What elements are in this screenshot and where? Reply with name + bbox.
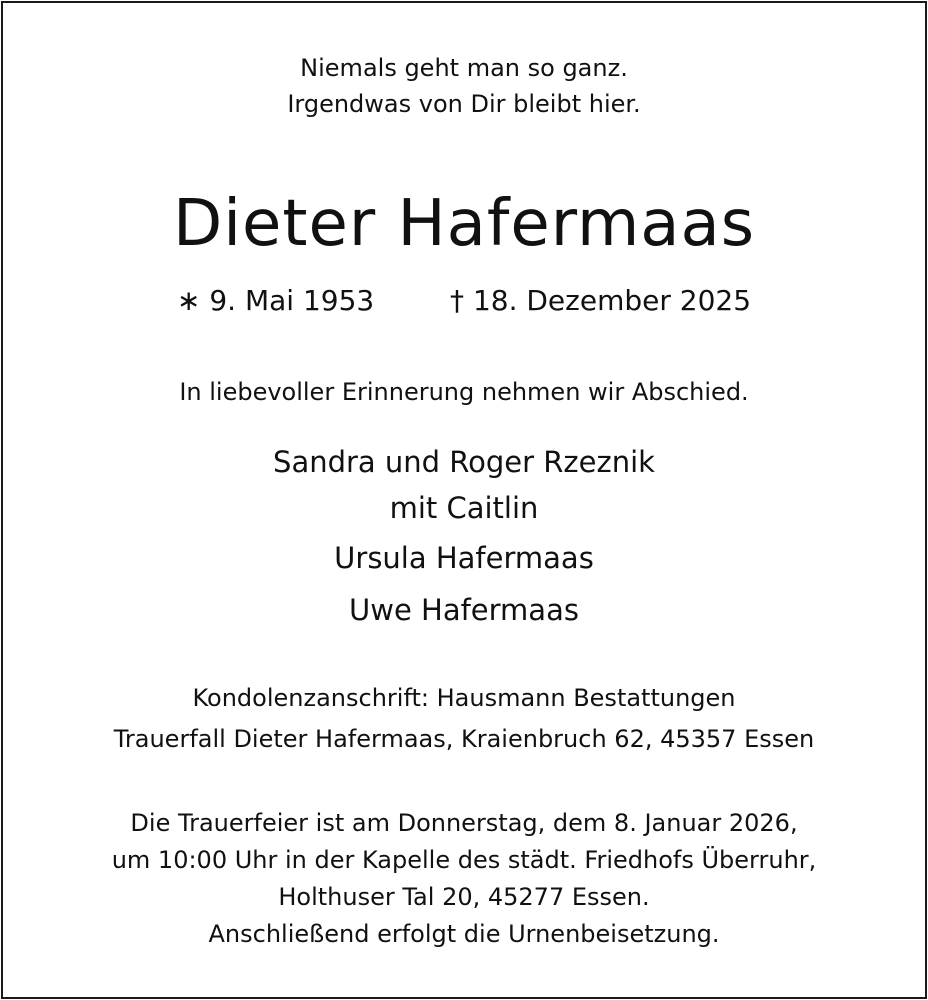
mourner-line: Ursula Hafermaas <box>334 541 594 575</box>
life-dates <box>0 284 928 317</box>
condolence-address-line-2: Trauerfall Dieter Hafermaas, Kraienbruch 62, 45357 Essen <box>113 725 815 753</box>
farewell-intro: In liebevoller Erinnerung nehmen wir Abschied. <box>179 378 749 406</box>
mourner-line: Uwe Hafermaas <box>349 593 579 627</box>
birth-date: 9. Mai 1953 <box>209 284 375 317</box>
birth-star-icon: ∗ <box>176 284 201 317</box>
death-date: 18. Dezember 2025 <box>472 284 752 317</box>
ceremony-line-3: Holthuser Tal 20, 45277 Essen. <box>278 883 650 911</box>
motto-line-2: Irgendwas von Dir bleibt hier. <box>287 90 641 118</box>
deceased-name: Dieter Hafermaas <box>172 187 756 261</box>
condolence-address-line-1: Kondolenzanschrift: Hausmann Bestattungen <box>192 684 736 712</box>
ceremony-line-4: Anschließend erfolgt die Urnenbeisetzung. <box>208 920 720 948</box>
ceremony-line-1: Die Trauerfeier ist am Donnerstag, dem 8. Januar 2026, <box>130 809 798 837</box>
mourner-line: mit Caitlin <box>389 491 539 525</box>
death-cross-icon: † <box>450 284 465 317</box>
mourner-line: Sandra und Roger Rzeznik <box>273 445 655 479</box>
motto-line-1: Niemals geht man so ganz. <box>300 54 628 82</box>
ceremony-line-2: um 10:00 Uhr in der Kapelle des städt. Friedhofs Überruhr, <box>111 846 817 874</box>
